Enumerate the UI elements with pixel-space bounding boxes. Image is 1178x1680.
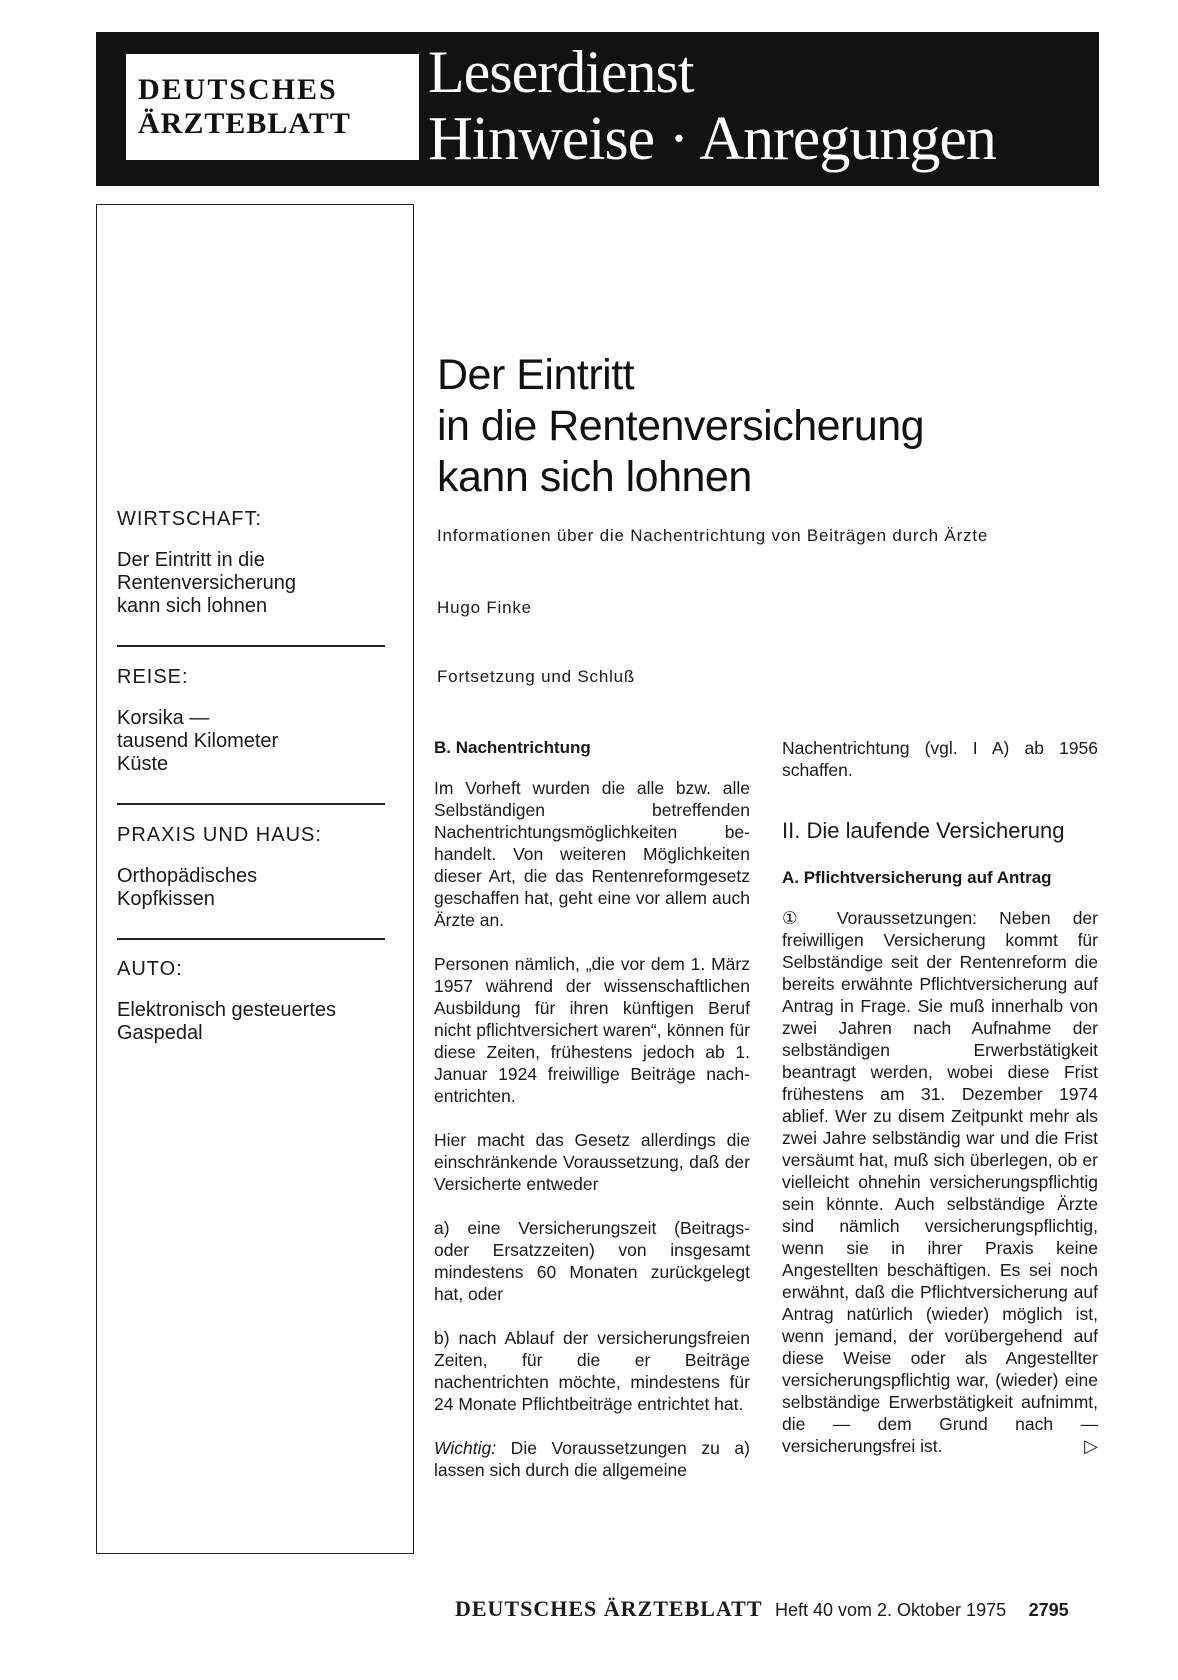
sidebar-divider xyxy=(117,938,385,940)
sidebar-category: PRAXIS UND HAUS: xyxy=(117,824,322,846)
sidebar-item-line: Korsika — xyxy=(117,707,210,729)
article-title-line: Der Eintritt xyxy=(437,351,635,399)
sidebar-item-line: Rentenversicherung xyxy=(117,572,296,594)
continue-arrow-icon: ▷ xyxy=(1084,1436,1098,1456)
sidebar-item-line: Gaspedal xyxy=(117,1022,203,1044)
sidebar-item-line: Der Eintritt in die xyxy=(117,549,265,571)
sidebar-item-line: Elektronisch gesteuertes xyxy=(117,999,337,1021)
sidebar-item-line: Kopfkissen xyxy=(117,888,215,910)
emphasis-label: Wichtig: xyxy=(434,1438,497,1458)
sidebar-item-line: tausend Kilometer xyxy=(117,730,279,752)
sidebar-item-line: Orthopädisches xyxy=(117,865,258,887)
page-footer xyxy=(455,1596,1100,1622)
article-title xyxy=(437,350,924,503)
section-title: Leserdienst xyxy=(428,39,694,105)
sidebar-item-line: kann sich lohnen xyxy=(117,595,268,617)
article-title-line: kann sich lohnen xyxy=(437,453,752,501)
paragraph xyxy=(782,907,1098,1457)
section-heading: B. Nachentrichtung xyxy=(434,738,591,757)
sidebar-divider xyxy=(117,645,385,647)
sidebar-contents xyxy=(96,204,414,1554)
section-heading: II. Die laufende Versicherung xyxy=(782,818,1065,843)
subsection-heading: A. Pflichtversicherung auf Antrag xyxy=(782,868,1052,887)
article-title-line: in die Rentenversicherung xyxy=(437,402,925,450)
sidebar-category: AUTO: xyxy=(117,958,183,980)
continuation-note: Fortsetzung und Schluß xyxy=(437,667,636,686)
article-column-1 xyxy=(434,737,750,1503)
paragraph: b) nach Ablauf der versicherungsfreien Zeiten, für die er Beiträge nachentrichten möchte, mindestens für 24 Monate Pflichtbeiträge entrichtet hat. xyxy=(434,1328,750,1414)
footer-issue: Heft 40 vom 2. Oktober 1975 xyxy=(774,1600,1007,1620)
paragraph xyxy=(434,1437,750,1481)
masthead xyxy=(96,32,1099,186)
section-subtitle: Hinweise · Anregungen xyxy=(428,105,996,173)
paragraph-text: Die Voraussetzungen zu a) lassen sich durch die allgemeine xyxy=(434,1438,750,1480)
sidebar-item-line: Küste xyxy=(117,753,169,775)
paragraph: Im Vorheft wurden die alle bzw. alle Selbständigen betreffenden Nachentrichtungsmöglichkeiten behandelt. Von weiteren Möglichkeiten dieser Art, die das Rentenreformgesetz geschaffen hat, geht eine vor allem auch Ärzte an. xyxy=(434,778,750,930)
article-column-2 xyxy=(782,737,1098,1479)
footer-magazine: DEUTSCHES ÄRZTEBLATT xyxy=(455,1596,763,1621)
paragraph: Personen nämlich, „die vor dem 1. März 1957 während der wissenschaftlichen Ausbildung für ihren künftigen Beruf nicht pflichtversichert waren“, können für diese Zeiten, frühestens jedoch ab 1. Januar 1924 freiwillige Beiträge nachentrichten. xyxy=(434,954,750,1106)
sidebar-item xyxy=(117,865,387,911)
logo-line2: ÄRZTEBLATT xyxy=(138,107,351,140)
sidebar-item xyxy=(117,707,387,776)
sidebar-item xyxy=(117,999,387,1045)
sidebar-divider xyxy=(117,803,385,805)
magazine-logo xyxy=(126,54,419,160)
sidebar-section-auto xyxy=(117,957,387,1045)
sidebar-item xyxy=(117,549,387,618)
paragraph: Hier macht das Gesetz allerdings die einschränkende Voraussetzung, daß der Versicherte entweder xyxy=(434,1130,750,1194)
article-subtitle: Informationen über die Nachentrichtung von Beiträgen durch Ärzte xyxy=(437,526,989,545)
paragraph: Nachentrichtung (vgl. I A) ab 1956 schaffen. xyxy=(782,738,1098,780)
article-author: Hugo Finke xyxy=(437,598,532,617)
sidebar-section-praxis xyxy=(117,823,387,911)
paragraph-text: ① Voraussetzungen: Neben der freiwilligen Versicherung kommt für Selbständige seit der Rentenreform die bereits erwähnte Pflichtversicherung auf Antrag in Frage. Sie muß innerhalb von zwei Jahren nach Aufnahme der selbständigen Erwerbstätigkeit beantragt werden, wobei diese Frist frühestens am 31. Dezember 1974 ablief. Wer zu disem Zeitpunkt mehr als zwei Jahre selbständig war und die Frist versäumt hat, muß sich überlegen, ob er vielleicht ohnehin versicherungspflichtig sein könnte. Auch selbständige Ärzte sind nämlich versicherungspflichtig, wenn sie in ihrer Praxis keine Angestellten beschäftigen. Es sei noch erwähnt, daß die Pflichtversicherung auf Antrag natürlich (wieder) möglich ist, wenn jemand, der vorübergehend auf diese Weise oder als Angestellter versicherungspflichtig war, (wieder) eine selbständige Erwerbstätigkeit aufnimmt, die — dem Grund nach — versicherungsfrei ist. xyxy=(782,908,1098,1456)
sidebar-section-reise xyxy=(117,665,387,776)
paragraph: a) eine Versicherungszeit (Beitrags- oder Ersatzzeiten) von insgesamt mindestens 60 Monaten zurückgelegt hat, oder xyxy=(434,1218,750,1304)
sidebar-section-wirtschaft xyxy=(117,507,387,618)
page-number: 2795 xyxy=(1028,1600,1069,1620)
sidebar-category: REISE: xyxy=(117,666,189,688)
logo-line1: DEUTSCHES xyxy=(138,73,338,106)
sidebar-category: WIRTSCHAFT: xyxy=(117,508,263,530)
